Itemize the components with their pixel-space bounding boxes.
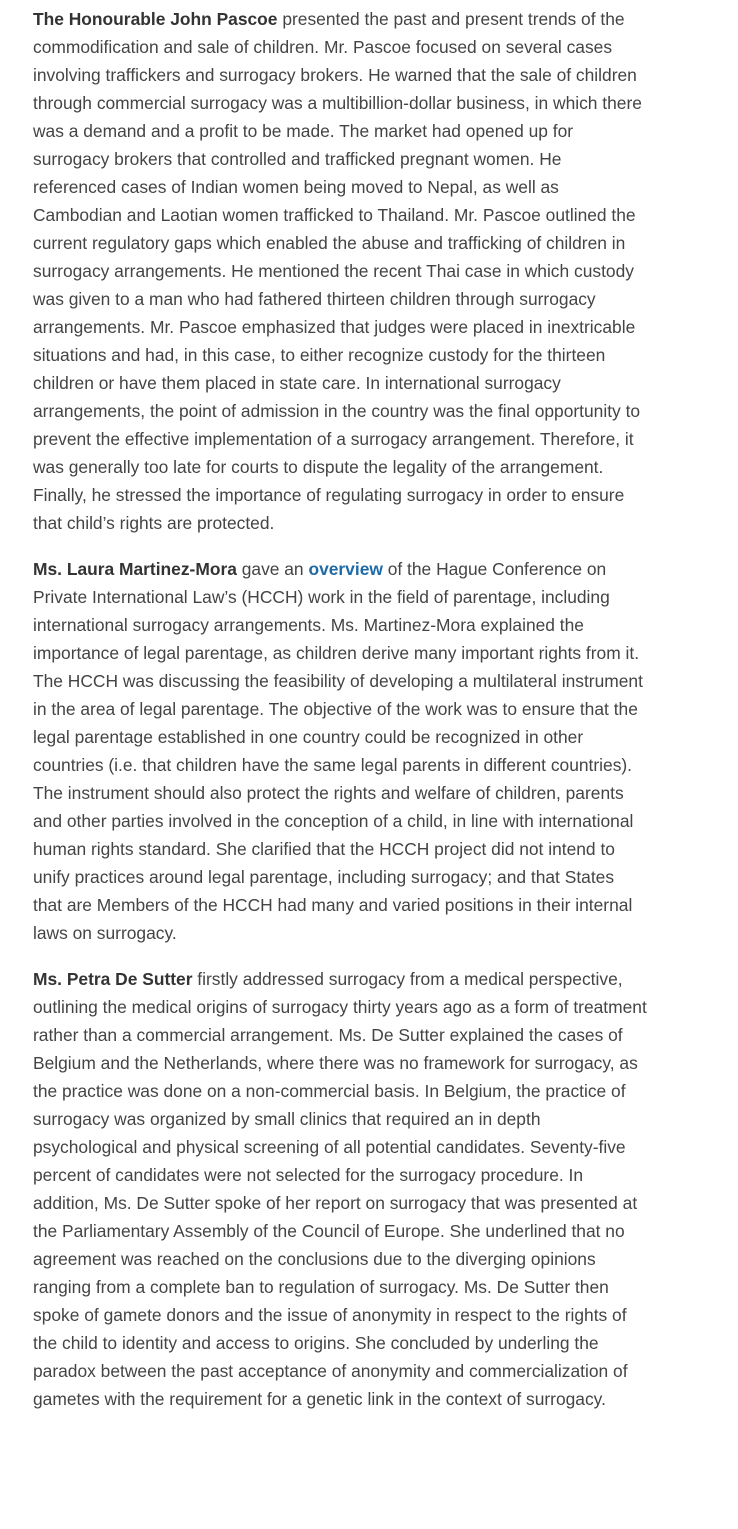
speaker-name: Ms. Laura Martinez-Mora bbox=[33, 559, 237, 579]
paragraph-text: of the Hague Conference on Private International Law’s (HCCH) work in the field of parentage, including international surrogacy arrangements. Ms. Martinez-Mora explained the importance of legal parentage, as children derive many important rights from it. The HCCH was discussing the feasibility of developing a multilateral instrument in the area of legal parentage. The objective of the work was to ensure that the legal parentage established in one country could be recognized in other countries (i.e. that children have the same legal parents in different countries). The instrument should also protect the rights and welfare of children, parents and other parties involved in the conception of a child, in line with international human rights standard. She clarified that the HCCH project did not intend to unify practices around legal parentage, including surrogacy; and that States that are Members of the HCCH had many and varied positions in their internal laws on surrogacy. bbox=[33, 559, 643, 943]
paragraph-text: firstly addressed surrogacy from a medical perspective, outlining the medical origins of surrogacy thirty years ago as a form of treatment rather than a commercial arrangement. Ms. De Sutter explained the cases of Belgium and the Netherlands, where there was no framework for surrogacy, as the practice was done on a non-commercial basis. In Belgium, the practice of surrogacy was organized by small clinics that required an in depth psychological and physical screening of all potential candidates. Seventy-five percent of candidates were not selected for the surrogacy procedure. In addition, Ms. De Sutter spoke of her report on surrogacy that was presented at the Parliamentary Assembly of the Council of Europe. She underlined that no agreement was reached on the conclusions due to the diverging opinions ranging from a complete ban to regulation of surrogacy. Ms. De Sutter then spoke of gamete donors and the issue of anonymity in respect to the rights of the child to identity and access to origins. She concluded by underling the paradox between the past acceptance of anonymity and commercialization of gametes with the requirement for a genetic link in the context of surrogacy. bbox=[33, 969, 647, 1409]
paragraph-text: presented the past and present trends of the commodification and sale of children. Mr. Pascoe focused on several cases involving traffickers and surrogacy brokers. He warned that the sale of children through commercial surrogacy was a multibillion-dollar business, in which there was a demand and a profit to be made. The market had opened up for surrogacy brokers that controlled and trafficked pregnant women. He referenced cases of Indian women being moved to Nepal, as well as Cambodian and Laotian women trafficked to Thailand. Mr. Pascoe outlined the current regulatory gaps which enabled the abuse and trafficking of children in surrogacy arrangements. He mentioned the recent Thai case in which custody was given to a man who had fathered thirteen children through surrogacy arrangements. Mr. Pascoe emphasized that judges were placed in inextricable situations and had, in this case, to either recognize custody for the thirteen children or have them placed in state care. In international surrogacy arrangements, the point of admission in the country was the final opportunity to prevent the effective implementation of a surrogacy arrangement. Therefore, it was generally too late for courts to dispute the legality of the arrangement. Finally, he stressed the importance of regulating surrogacy in order to ensure that child’s rights are protected. bbox=[33, 9, 642, 533]
paragraph-de-sutter bbox=[33, 965, 647, 1413]
article-body bbox=[33, 5, 647, 1431]
paragraph-martinez-mora bbox=[33, 555, 647, 947]
overview-link[interactable]: overview bbox=[308, 559, 383, 579]
speaker-name: The Honourable John Pascoe bbox=[33, 9, 278, 29]
paragraph-text-lead: gave an bbox=[236, 559, 309, 579]
paragraph-pascoe bbox=[33, 5, 647, 537]
speaker-name: Ms. Petra De Sutter bbox=[33, 969, 193, 989]
